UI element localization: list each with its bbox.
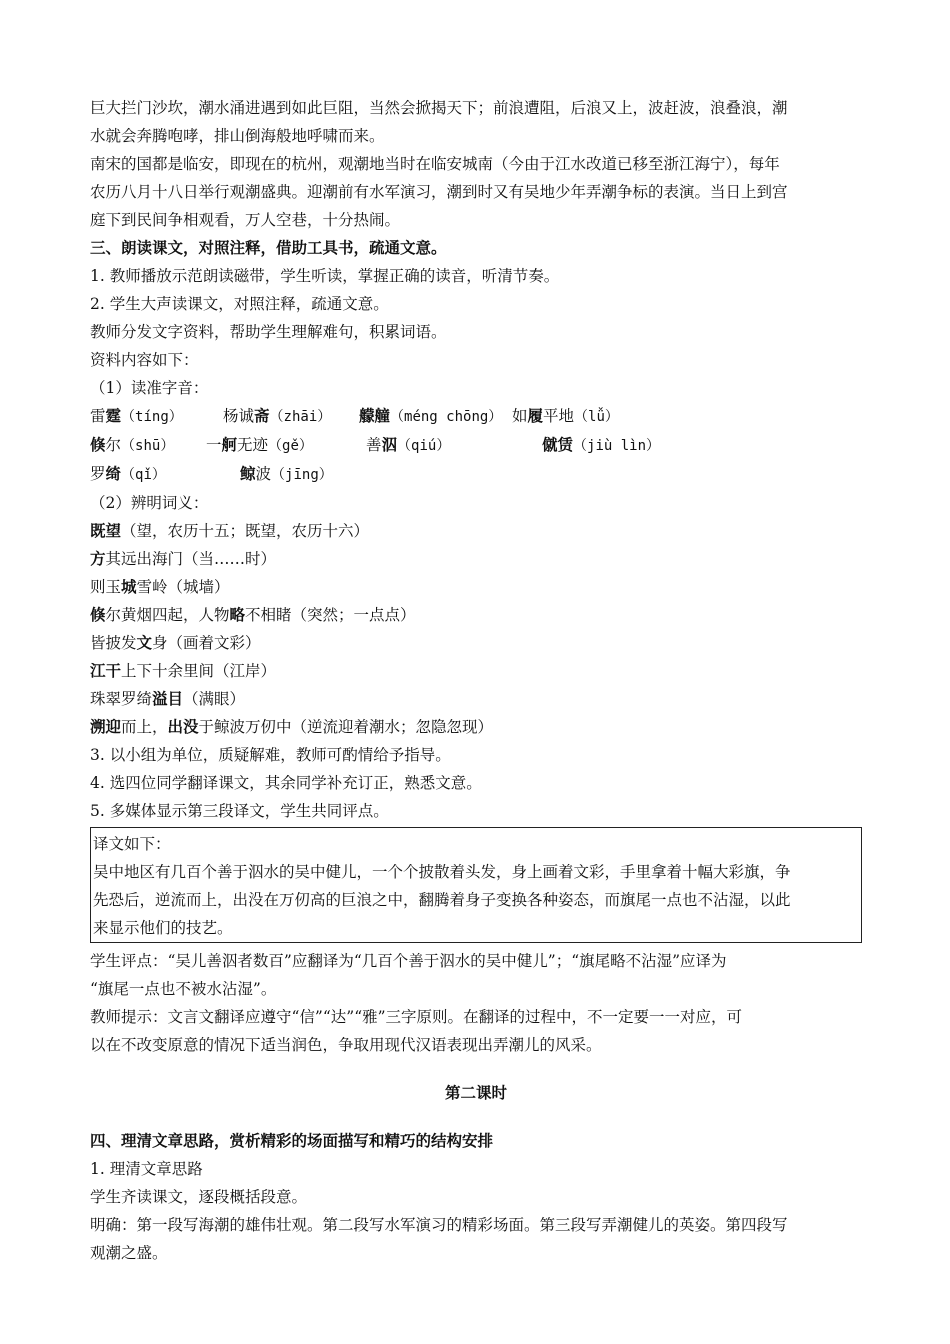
pronunciation-item: 一舸无迹（gě） <box>206 435 313 454</box>
text-line: 农历八月十八日举行观潮盛典。迎潮前有水军演习，潮到时又有吴地少年弄潮争标的表演。当日上到宫 <box>90 183 788 201</box>
vocab-line: 皆披发文身（画着文彩） <box>90 633 261 652</box>
text-line: 学生齐读课文，逐段概括段意。 <box>90 1188 308 1206</box>
comment-line: 教师提示：文言文翻译应遵守“信”“达”“雅”三字原则。在翻译的过程中，不一定要一一对应，可 <box>90 1008 743 1026</box>
step-line: 资料内容如下： <box>90 351 199 369</box>
step-line: 教师分发文字资料，帮助学生理解难句，积累词语。 <box>90 323 447 341</box>
vocab-line: 倏尔黄烟四起，人物略不相睹（突然；一点点） <box>90 605 416 624</box>
pronunciation-row <box>90 460 862 489</box>
step-line: 5. 多媒体显示第三段译文，学生共同评点。 <box>90 802 389 820</box>
comment-line: “旗尾一点也不被水沾湿”。 <box>90 980 277 998</box>
text-line: 观潮之盛。 <box>90 1244 168 1262</box>
pronunciation-item: 艨艟（méng chōng） <box>359 406 503 425</box>
vocab-line: 珠翠罗绮溢目（满眼） <box>90 689 246 708</box>
translation-line: 译文如下： <box>93 835 171 853</box>
vocab-line: 溯迎而上，出没于鲸波万仞中（逆流迎着潮水；忽隐忽现） <box>90 717 494 736</box>
step-line: 3. 以小组为单位，质疑解难，教师可酌情给予指导。 <box>90 746 451 764</box>
translation-line: 来显示他们的技艺。 <box>93 919 233 937</box>
pronunciation-item: 罗绮（qǐ） <box>90 464 166 483</box>
vocab-heading: （2）辨明词义： <box>90 494 209 512</box>
pronunciation-item: 如履平地（lǚ） <box>512 406 619 425</box>
step-line: （1）读准字音： <box>90 379 209 397</box>
lesson-2-title: 第二课时 <box>444 1084 507 1102</box>
vocab-line: 既望（望，农历十五；既望，农历十六） <box>90 521 370 540</box>
text-line: 庭下到民间争相观看，万人空巷，十分热闹。 <box>90 211 401 229</box>
vocab-line: 江干上下十余里间（江岸） <box>90 661 277 680</box>
comment-line: 以在不改变原意的情况下适当润色，争取用现代汉语表现出弄潮儿的风采。 <box>90 1036 602 1054</box>
pronunciation-item: 善泅（qiú） <box>366 435 451 454</box>
spacer <box>90 1059 862 1079</box>
pronunciation-item: 倏尔（shū） <box>90 435 175 454</box>
pronunciation-item: 杨诚斋（zhāi） <box>223 406 332 425</box>
section-4-heading: 四、理清文章思路，赏析精彩的场面描写和精巧的结构安排 <box>90 1132 494 1150</box>
section-3-heading: 三、朗读课文，对照注释，借助工具书，疏通文意。 <box>90 239 447 257</box>
translation-line: 吴中地区有几百个善于泅水的吴中健儿，一个个披散着头发，身上画着文彩，手里拿着十幅大彩旗，争 <box>93 863 791 881</box>
step-line: 2. 学生大声读课文，对照注释，疏通文意。 <box>90 295 389 313</box>
spacer <box>90 1107 862 1127</box>
translation-box <box>90 827 862 943</box>
step-line: 4. 选四位同学翻译课文，其余同学补充订正，熟悉文意。 <box>90 774 482 792</box>
text-line: 巨大拦门沙坎，潮水涌进遇到如此巨阻，当然会掀揭天下；前浪遭阻，后浪又上，波赶波，浪叠浪，潮 <box>90 99 788 117</box>
pronunciation-row <box>90 402 862 431</box>
text-line: 明确：第一段写海潮的雄伟壮观。第二段写水军演习的精彩场面。第三段写弄潮健儿的英姿。第四段写 <box>90 1216 788 1234</box>
intro-paragraph <box>90 94 862 234</box>
comment-line: 学生评点：“吴儿善泅者数百”应翻译为“几百个善于泅水的吴中健儿”；“旗尾略不沾湿”应译为 <box>90 952 727 970</box>
translation-line: 先恐后，逆流而上，出没在万仞高的巨浪之中，翻腾着身子变换各种姿态，而旗尾一点也不沾湿，以此 <box>93 891 791 909</box>
text-line: 1. 理清文章思路 <box>90 1160 203 1178</box>
pronunciation-item: 僦赁（jiù lìn） <box>542 435 661 454</box>
text-line: 水就会奔腾咆哮，排山倒海般地呼啸而来。 <box>90 127 385 145</box>
document-page <box>90 94 862 1267</box>
step-line: 1. 教师播放示范朗读磁带，学生听读，掌握正确的读音，听清节奏。 <box>90 267 560 285</box>
pronunciation-item: 鲸波（jīng） <box>240 464 333 483</box>
pronunciation-item: 雷霆（tíng） <box>90 406 183 425</box>
vocab-line: 方其远出海门（当……时） <box>90 549 277 568</box>
text-line: 南宋的国都是临安，即现在的杭州，观潮地当时在临安城南（今由于江水改道已移至浙江海宁），每年 <box>90 155 780 173</box>
vocab-line: 则玉城雪岭（城墙） <box>90 577 230 596</box>
pronunciation-row <box>90 431 862 460</box>
